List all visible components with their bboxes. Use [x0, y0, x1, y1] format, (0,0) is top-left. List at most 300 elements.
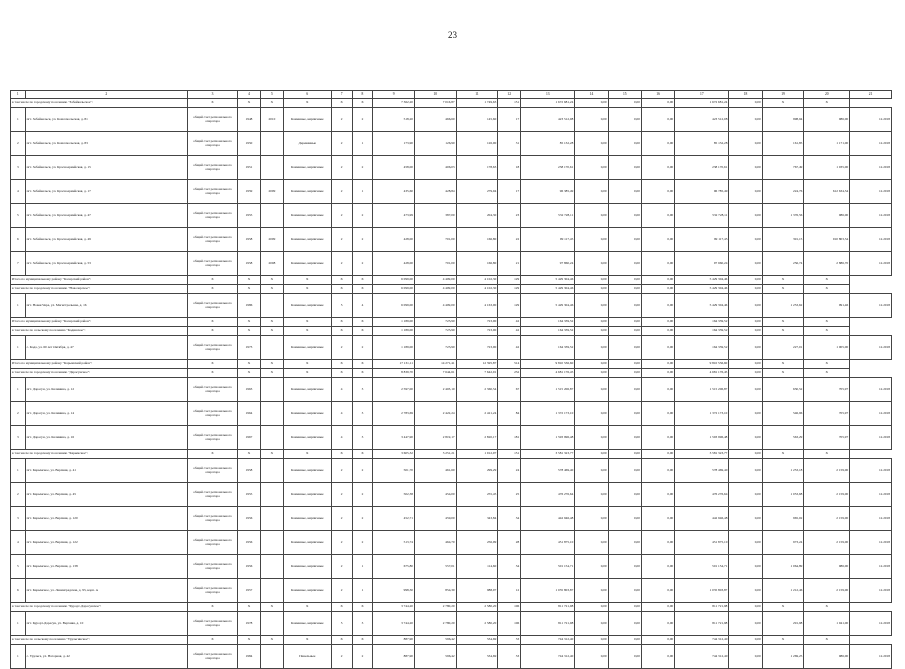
table-cell: 0,00	[575, 360, 608, 369]
fund-owner-cell: общий счет регионального оператора	[188, 459, 238, 483]
table-cell: 0,00	[608, 99, 641, 108]
table-cell: 173,90	[373, 132, 415, 156]
table-cell: 0,00	[729, 645, 762, 669]
group-total-row	[11, 636, 892, 645]
table-cell: 0,00	[641, 636, 674, 645]
table-cell: 596,42	[414, 636, 456, 645]
table-cell: 0,00	[608, 612, 641, 636]
table-cell: 4 163,90	[456, 294, 498, 318]
table-cell: 705,97	[804, 378, 850, 402]
table-cell: 723,90	[414, 318, 456, 327]
table-cell: 151	[498, 450, 521, 459]
table-cell: 1 005,00	[804, 336, 850, 360]
table-cell: 2	[352, 645, 373, 669]
fund-owner-cell: общий счет регионального оператора	[188, 180, 238, 204]
table-cell: 1 672 681,24	[675, 99, 729, 108]
table-cell: 238 170,61	[521, 156, 575, 180]
table-row	[11, 378, 892, 402]
table-cell: 811 721,98	[675, 612, 729, 636]
table-cell: 0,00	[641, 132, 674, 156]
table-cell: Каменные, кирпичные	[283, 579, 331, 603]
table-cell: 705,97	[804, 426, 850, 450]
table-cell: 106	[498, 612, 521, 636]
table-cell: 12.2018	[850, 156, 892, 180]
table-cell: X	[352, 369, 373, 378]
table-cell: 2 403,10	[414, 378, 456, 402]
table-cell: 0,00	[608, 603, 641, 612]
table-cell: 596,42	[414, 645, 456, 669]
table-cell: X	[188, 99, 238, 108]
table-cell: 0,00	[729, 507, 762, 531]
table-cell: 4	[331, 402, 352, 426]
fund-owner-cell: общий счет регионального оператора	[188, 156, 238, 180]
table-cell: X	[283, 99, 331, 108]
table-cell: 5 429 304,46	[521, 276, 575, 285]
table-cell: 0,00	[575, 612, 608, 636]
table-cell: X	[188, 285, 238, 294]
column-number: 15	[608, 91, 641, 99]
table-cell: 435,60	[373, 180, 415, 204]
table-cell: 1 593 996,48	[521, 426, 575, 450]
table-cell: 5 429 304,46	[521, 294, 575, 318]
table-cell: 0,00	[575, 555, 608, 579]
table-cell: 4 409,00	[414, 285, 456, 294]
table-cell: 12.2018	[850, 336, 892, 360]
table-cell: 0,00	[641, 285, 674, 294]
table-cell: 1 035,00	[804, 156, 850, 180]
table-cell: 458,00	[373, 156, 415, 180]
table-cell: 0,00	[729, 327, 762, 336]
table-cell: X	[762, 99, 804, 108]
table-cell: 0,00	[729, 336, 762, 360]
table-cell: 2	[352, 483, 373, 507]
table-cell: 1	[352, 555, 373, 579]
table-cell: X	[331, 285, 352, 294]
table-cell: 1958	[238, 252, 261, 276]
table-cell: X	[238, 285, 261, 294]
group-label: в том числе по сельскому поселению "Урульгинское":	[11, 636, 188, 645]
table-cell: 12.2018	[850, 294, 892, 318]
table-cell: 291,98	[762, 612, 804, 636]
table-cell: 2	[331, 252, 352, 276]
fund-owner-cell: общий счет регионального оператора	[188, 426, 238, 450]
table-cell: 4 409,00	[414, 294, 456, 318]
fund-owner-cell: общий счет регионального оператора	[188, 378, 238, 402]
table-cell: 12 595,87	[456, 360, 498, 369]
table-cell: Каменные, кирпичные	[283, 378, 331, 402]
table-cell	[260, 426, 283, 450]
table-cell: 0,00	[729, 132, 762, 156]
table-cell: 129	[498, 285, 521, 294]
table-cell: X	[804, 360, 850, 369]
table-cell: 2	[331, 156, 352, 180]
table-cell: 126,90	[456, 132, 498, 156]
table-cell: Каменные, кирпичные	[283, 555, 331, 579]
table-cell	[260, 507, 283, 531]
table-cell	[260, 378, 283, 402]
table-cell: X	[283, 318, 331, 327]
table-cell: X	[352, 327, 373, 336]
table-cell: X	[238, 360, 261, 369]
table-cell: 0,00	[729, 294, 762, 318]
table-cell: 744 312,40	[675, 636, 729, 645]
table-cell: X	[238, 603, 261, 612]
group-label: в том числе по городскому поселению "Карымское":	[11, 450, 188, 459]
table-cell: X	[283, 327, 331, 336]
table-cell: 1984	[238, 645, 261, 669]
table-cell: 0,00	[575, 156, 608, 180]
table-cell: 705,97	[804, 402, 850, 426]
table-cell: 451 875,10	[675, 531, 729, 555]
row-number: 6	[11, 228, 26, 252]
table-cell: 17	[498, 108, 521, 132]
table-cell: 0,00	[575, 204, 608, 228]
table-cell: 4 102,30	[456, 276, 498, 285]
table-cell: 0,00	[641, 276, 674, 285]
group-total-row	[11, 318, 892, 327]
table-cell: 2 780,20	[414, 603, 456, 612]
table-cell: 767,49	[762, 156, 804, 180]
table-cell: 1	[352, 579, 373, 603]
table-cell: 31	[498, 132, 521, 156]
table-cell: 97 660,24	[675, 252, 729, 276]
table-cell: 578 469,40	[675, 459, 729, 483]
table-cell: 4	[352, 294, 373, 318]
table-cell: 466,60	[414, 108, 456, 132]
table-cell: 0,00	[575, 378, 608, 402]
table-cell: 12.2018	[850, 228, 892, 252]
table-cell: 2 159,00	[804, 507, 850, 531]
table-cell: 0,00	[575, 108, 608, 132]
table-cell: 5 429 304,46	[675, 276, 729, 285]
table-cell: 0,00	[729, 204, 762, 228]
table-cell: 12.2018	[850, 507, 892, 531]
table-cell: 12.2018	[850, 180, 892, 204]
table-cell: Каменные, кирпичные	[283, 336, 331, 360]
table-cell: 464,70	[414, 531, 456, 555]
address-cell: пгт. Забайкальск, ул. Красноармейская, д. 17	[25, 180, 187, 204]
table-cell: 85 132,28	[521, 132, 575, 156]
table-cell: Каменные, кирпичные	[283, 180, 331, 204]
table-cell: 22	[498, 228, 521, 252]
table-cell: 476 276,64	[521, 483, 575, 507]
table-cell: 204,30	[456, 204, 498, 228]
table-cell: 0,00	[729, 285, 762, 294]
table-cell: 1 515 206,87	[675, 378, 729, 402]
table-cell: 0,00	[575, 459, 608, 483]
table-row	[11, 507, 892, 531]
table-cell: X	[283, 276, 331, 285]
table-cell: 3	[352, 402, 373, 426]
table-cell: 0,00	[608, 579, 641, 603]
table-cell: 1	[352, 132, 373, 156]
table-cell: X	[238, 318, 261, 327]
table-cell: 0,00	[729, 579, 762, 603]
table-cell: 2	[331, 228, 352, 252]
table-cell: 744 312,40	[675, 645, 729, 669]
table-cell: 0,00	[641, 555, 674, 579]
table-cell: 0,00	[729, 252, 762, 276]
table-cell: 1 212,46	[762, 579, 804, 603]
table-cell: X	[238, 450, 261, 459]
column-number: 9	[373, 91, 415, 99]
table-cell: 2 159,00	[804, 459, 850, 483]
table-cell: 501,70	[373, 459, 415, 483]
table-cell	[260, 555, 283, 579]
table-cell: 0,00	[575, 450, 608, 459]
table-cell: 126,90	[414, 132, 456, 156]
table-cell: 2 580,20	[456, 603, 498, 612]
table-cell: 299,29	[456, 459, 498, 483]
table-row	[11, 459, 892, 483]
fund-owner-cell: общий счет регионального оператора	[188, 132, 238, 156]
table-cell: 546,96	[762, 402, 804, 426]
table-cell: 476 276,64	[675, 483, 729, 507]
table-cell: 2008	[260, 252, 283, 276]
group-label: Итого по муниципальному району "Карымский район":	[11, 360, 188, 369]
table-cell: 3 251,21	[414, 450, 456, 459]
address-cell: пгт. Забайкальск, ул. Комсомольская, д. 83	[25, 132, 187, 156]
table-cell: X	[188, 318, 238, 327]
table-cell: 1 189,00	[373, 336, 415, 360]
table-cell: 3 581 323,77	[675, 450, 729, 459]
fund-owner-cell: общий счет регионального оператора	[188, 579, 238, 603]
table-cell: 2 780,20	[414, 612, 456, 636]
table-cell	[260, 336, 283, 360]
table-cell: 406,03	[414, 156, 456, 180]
table-cell: 675,80	[373, 555, 415, 579]
group-total-row	[11, 360, 892, 369]
table-cell: 452,71	[373, 507, 415, 531]
table-cell: 0,00	[575, 327, 608, 336]
table-cell: 97 860,24	[521, 252, 575, 276]
table-cell: X	[804, 99, 850, 108]
table-cell: 0,00	[641, 579, 674, 603]
table-cell: Каменные, кирпичные	[283, 426, 331, 450]
table-cell: X	[331, 369, 352, 378]
table-cell: 4 102,30	[456, 285, 498, 294]
table-cell: 0,00	[608, 402, 641, 426]
table-cell: 0,00	[608, 156, 641, 180]
fund-owner-cell: общий счет регионального оператора	[188, 108, 238, 132]
table-cell: X	[283, 285, 331, 294]
table-cell: 473,99	[373, 204, 415, 228]
table-cell: X	[238, 276, 261, 285]
table-cell: 0,00	[641, 327, 674, 336]
table-cell: 85 132,28	[675, 132, 729, 156]
table-cell: X	[352, 636, 373, 645]
row-number: 2	[11, 132, 26, 156]
table-cell: 1 376,56	[762, 204, 804, 228]
table-cell: X	[260, 276, 283, 285]
table-cell: 33	[498, 645, 521, 669]
table-cell: 986,00	[804, 204, 850, 228]
table-cell: 181	[498, 426, 521, 450]
table-cell: 0,00	[575, 369, 608, 378]
table-cell: 0,00	[608, 426, 641, 450]
table-cell: 1 253,62	[762, 294, 804, 318]
table-cell: 0,00	[608, 555, 641, 579]
table-cell: 2	[352, 156, 373, 180]
address-cell: пгт. Карымское, ул. Верхняя, д. 41	[25, 459, 187, 483]
page-number: 23	[448, 30, 457, 40]
table-cell: 0,00	[641, 450, 674, 459]
table-cell: 151	[498, 99, 521, 108]
table-cell: 502,38	[373, 483, 415, 507]
group-total-row	[11, 450, 892, 459]
address-cell: пгт. Новая Чара, ул. Магистральная, д. 16	[25, 294, 187, 318]
table-cell: X	[804, 276, 850, 285]
table-cell: 1955	[238, 204, 261, 228]
table-cell: 8 839,70	[373, 369, 415, 378]
table-cell: 630,52	[762, 378, 804, 402]
table-cell	[260, 483, 283, 507]
table-cell: 1 372 173,10	[675, 402, 729, 426]
table-cell: 3	[352, 426, 373, 450]
table-cell: 557,01	[414, 555, 456, 579]
row-number: 3	[11, 156, 26, 180]
table-cell: 0,00	[641, 180, 674, 204]
table-cell: X	[804, 603, 850, 612]
table-cell: X	[238, 327, 261, 336]
group-label: в том числе по городскому поселению "Курорт-Дарасунское":	[11, 603, 188, 612]
table-cell: 106	[498, 603, 521, 612]
table-cell: 0,00	[641, 228, 674, 252]
table-cell: 0,00	[575, 507, 608, 531]
table-cell: 14 271,41	[414, 360, 456, 369]
table-cell: Каменные, кирпичные	[283, 612, 331, 636]
table-cell: 534,69	[456, 645, 498, 669]
table-cell: 0,00	[729, 99, 762, 108]
table-cell: 24	[498, 459, 521, 483]
table-cell: 0,00	[608, 336, 641, 360]
table-cell: X	[331, 327, 352, 336]
table-cell: 2	[331, 579, 352, 603]
table-cell: 0,00	[608, 450, 641, 459]
table-cell: 0,00	[641, 603, 674, 612]
table-cell: 1956	[238, 531, 261, 555]
table-cell: 1955	[238, 483, 261, 507]
table-cell: X	[352, 99, 373, 108]
table-cell: X	[260, 99, 283, 108]
table-cell: 0,00	[575, 294, 608, 318]
table-cell: 1973	[238, 336, 261, 360]
table-cell: 256,99	[456, 531, 498, 555]
table-cell: X	[331, 360, 352, 369]
table-cell: 0,00	[608, 645, 641, 669]
table-cell: 164 339,52	[521, 318, 575, 327]
table-cell: 96 385,49	[521, 180, 575, 204]
table-row	[11, 531, 892, 555]
table-cell: 12.2018	[850, 612, 892, 636]
table-cell: 4	[331, 426, 352, 450]
table-cell: 0,00	[608, 276, 641, 285]
column-number: 4	[238, 91, 261, 99]
table-cell: X	[804, 636, 850, 645]
table-cell: X	[352, 603, 373, 612]
table-cell: 0,00	[641, 378, 674, 402]
table-cell: 25	[498, 483, 521, 507]
table-cell: 532 728,11	[521, 204, 575, 228]
table-cell: 2	[331, 132, 352, 156]
table-row	[11, 336, 892, 360]
table-cell: 3 447,90	[373, 426, 415, 450]
table-row	[11, 645, 892, 669]
column-number: 7	[331, 91, 352, 99]
table-cell: 1 171,00	[804, 132, 850, 156]
fund-owner-cell: общий счет регионального оператора	[188, 336, 238, 360]
table-cell: 2 820,17	[456, 426, 498, 450]
table-cell: 4 681 176,45	[675, 369, 729, 378]
table-cell: 166,80	[456, 252, 498, 276]
table-cell: 0,00	[608, 369, 641, 378]
table-cell: X	[283, 636, 331, 645]
table-cell: 998,94	[762, 108, 804, 132]
table-cell: 723,90	[456, 318, 498, 327]
table-cell: 6 099,00	[373, 294, 415, 318]
table-cell: 99 117,45	[521, 228, 575, 252]
address-cell: пгт. Забайкальск, ул. Комсомольская, д. 81	[25, 108, 187, 132]
table-cell: 1948	[238, 108, 261, 132]
table-cell: 33	[498, 636, 521, 645]
table-cell: 811 721,98	[521, 603, 575, 612]
row-number: 1	[11, 294, 26, 318]
row-number: 5	[11, 555, 26, 579]
table-cell: 17	[498, 180, 521, 204]
table-cell: 2009	[260, 228, 283, 252]
table-cell: 811 721,98	[521, 612, 575, 636]
table-cell: 2 597,00	[373, 378, 415, 402]
table-cell: 442 946,48	[521, 507, 575, 531]
table-cell: 0,00	[608, 636, 641, 645]
table-cell: 1 053,68	[762, 483, 804, 507]
group-total-row	[11, 603, 892, 612]
table-cell: 7 644,61	[414, 369, 456, 378]
table-cell: X	[762, 276, 804, 285]
table-cell: 501 154,71	[675, 555, 729, 579]
table-cell: X	[804, 369, 850, 378]
table-cell: 0,00	[608, 294, 641, 318]
table-cell: 2	[352, 204, 373, 228]
table-cell: 129	[498, 276, 521, 285]
table-cell: 723,90	[456, 336, 498, 360]
table-cell: 0,00	[641, 252, 674, 276]
table-cell: 1951	[238, 156, 261, 180]
address-cell: пгт. Забайкальск, ул. Красноармейская, д. 15	[25, 156, 187, 180]
table-cell: 12	[498, 579, 521, 603]
table-cell: 1956	[238, 555, 261, 579]
address-cell: пгт. Карымское, ул. Верхняя, д. 120	[25, 507, 187, 531]
table-cell: 887,90	[373, 645, 415, 669]
table-cell: X	[352, 360, 373, 369]
table-cell: 2	[331, 555, 352, 579]
row-number: 1	[11, 336, 26, 360]
table-cell: 0,00	[729, 378, 762, 402]
table-cell: X	[188, 636, 238, 645]
column-number-row	[11, 91, 892, 99]
table-cell: 0,00	[608, 204, 641, 228]
table-cell: 5	[331, 612, 352, 636]
table-cell: X	[188, 603, 238, 612]
table-cell: 2	[352, 507, 373, 531]
fund-owner-cell: общий счет регионального оператора	[188, 228, 238, 252]
table-cell: X	[762, 636, 804, 645]
table-cell: 973,24	[762, 531, 804, 555]
table-cell: X	[260, 318, 283, 327]
table-cell: 1 593 996,48	[675, 426, 729, 450]
table-cell: 4	[331, 378, 352, 402]
table-cell: 18	[498, 156, 521, 180]
